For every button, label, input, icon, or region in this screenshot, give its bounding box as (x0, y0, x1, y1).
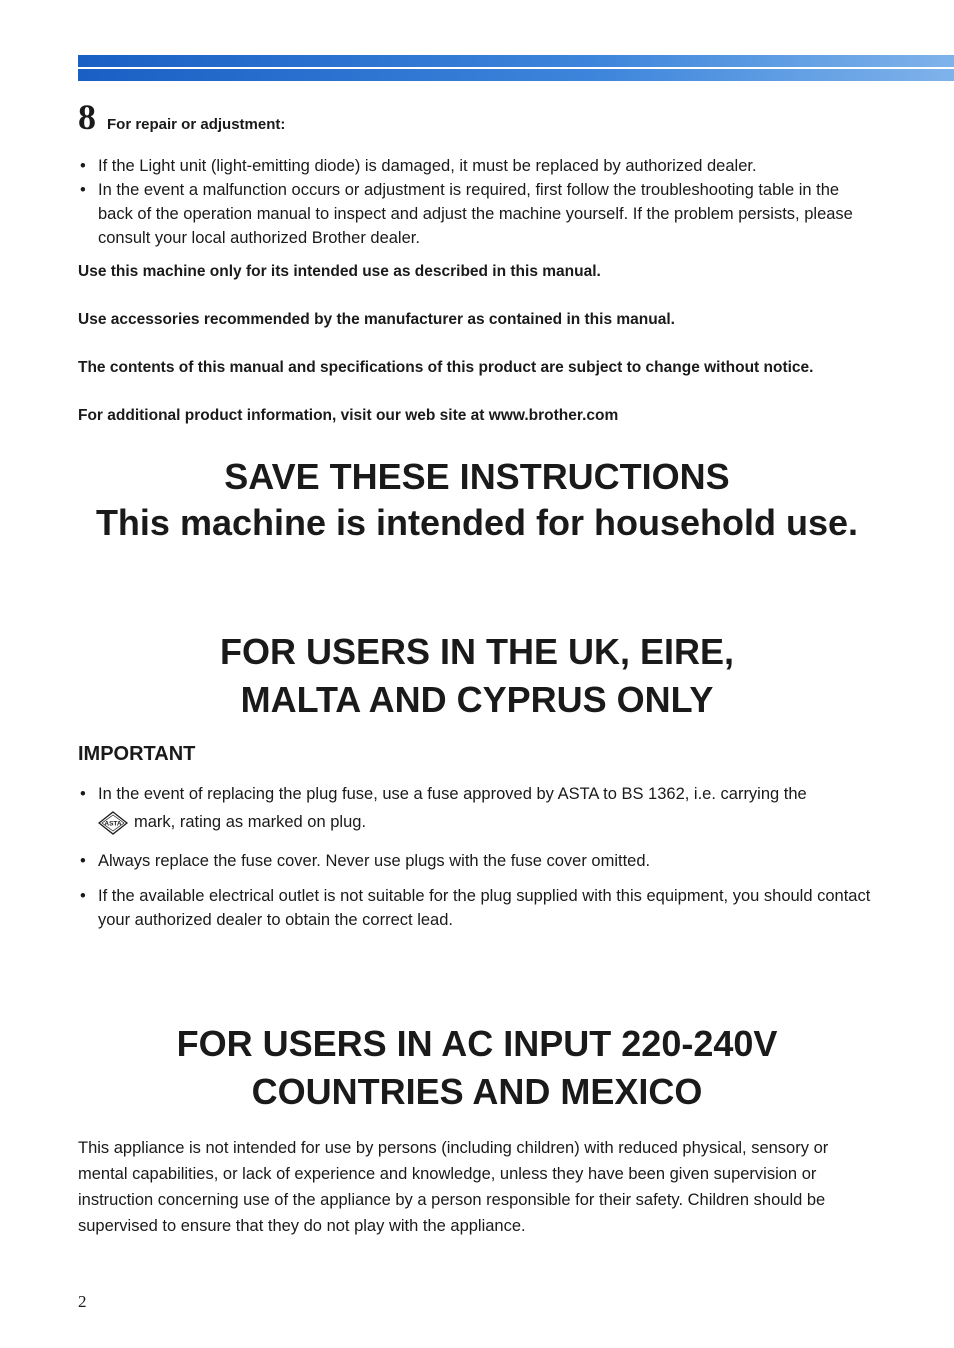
save-heading-line1: SAVE THESE INSTRUCTIONS (224, 456, 730, 497)
header-band-top (78, 55, 954, 67)
fuse-text-b: mark, rating as marked on plug. (134, 813, 367, 831)
important-heading: IMPORTANT (78, 743, 196, 765)
list-item: • In the event a malfunction occurs or adjustment is required, first follow the troubleshooting table in the back of the operation manual to inspect and adjust the machine yourself. If the problem persists, please consult your local authorized Brother dealer. (78, 178, 878, 250)
ac-heading-line1: FOR USERS IN AC INPUT 220-240V (176, 1023, 778, 1064)
note-web-site: For additional product information, visit our web site at www.brother.com (78, 407, 619, 424)
section-heading (78, 99, 285, 135)
list-item (78, 782, 878, 835)
asta-mark-icon (98, 811, 128, 835)
note-accessories: Use accessories recommended by the manufacturer as contained in this manual. (78, 311, 675, 328)
asta-mark-label: ASTA (104, 820, 122, 828)
repair-bullet-list (78, 154, 878, 250)
page-number: 2 (78, 1292, 87, 1311)
save-heading-line2: This machine is intended for household use. (95, 502, 859, 543)
section-title: For repair or adjustment: (107, 116, 286, 133)
uk-heading-line2: MALTA AND CYPRUS ONLY (240, 679, 714, 720)
important-bullet-list (78, 782, 878, 932)
list-item: • Always replace the fuse cover. Never use plugs with the fuse cover omitted. (78, 849, 878, 873)
uk-users-heading (0, 628, 954, 724)
section-number: 8 (78, 97, 96, 137)
ac-input-heading (0, 1020, 954, 1116)
list-item: • If the available electrical outlet is not suitable for the plug supplied with this equipment, you should contact your authorized dealer to obtain the correct lead. (78, 884, 878, 932)
note-intended-use: Use this machine only for its intended use as described in this manual. (78, 263, 601, 280)
save-instructions-heading (0, 454, 954, 546)
uk-heading-line1: FOR USERS IN THE UK, EIRE, (219, 631, 735, 672)
fuse-text-a: In the event of replacing the plug fuse, use a fuse approved by ASTA to BS 1362, i.e. carrying the (98, 785, 807, 803)
header-band-bottom (78, 69, 954, 81)
note-specifications: The contents of this manual and specifications of this product are subject to change without notice. (78, 359, 814, 376)
ac-heading-line2: COUNTRIES AND MEXICO (251, 1071, 703, 1112)
ac-paragraph: This appliance is not intended for use by persons (including children) with reduced physical, sensory or mental capabilities, or lack of experience and knowledge, unless they have been given supervision or instruction concerning use of the appliance by a person responsible for their safety. Children should be supervised to ensure that they do not play with the appliance. (78, 1139, 829, 1235)
list-item: • If the Light unit (light-emitting diode) is damaged, it must be replaced by authorized dealer. (78, 154, 878, 178)
